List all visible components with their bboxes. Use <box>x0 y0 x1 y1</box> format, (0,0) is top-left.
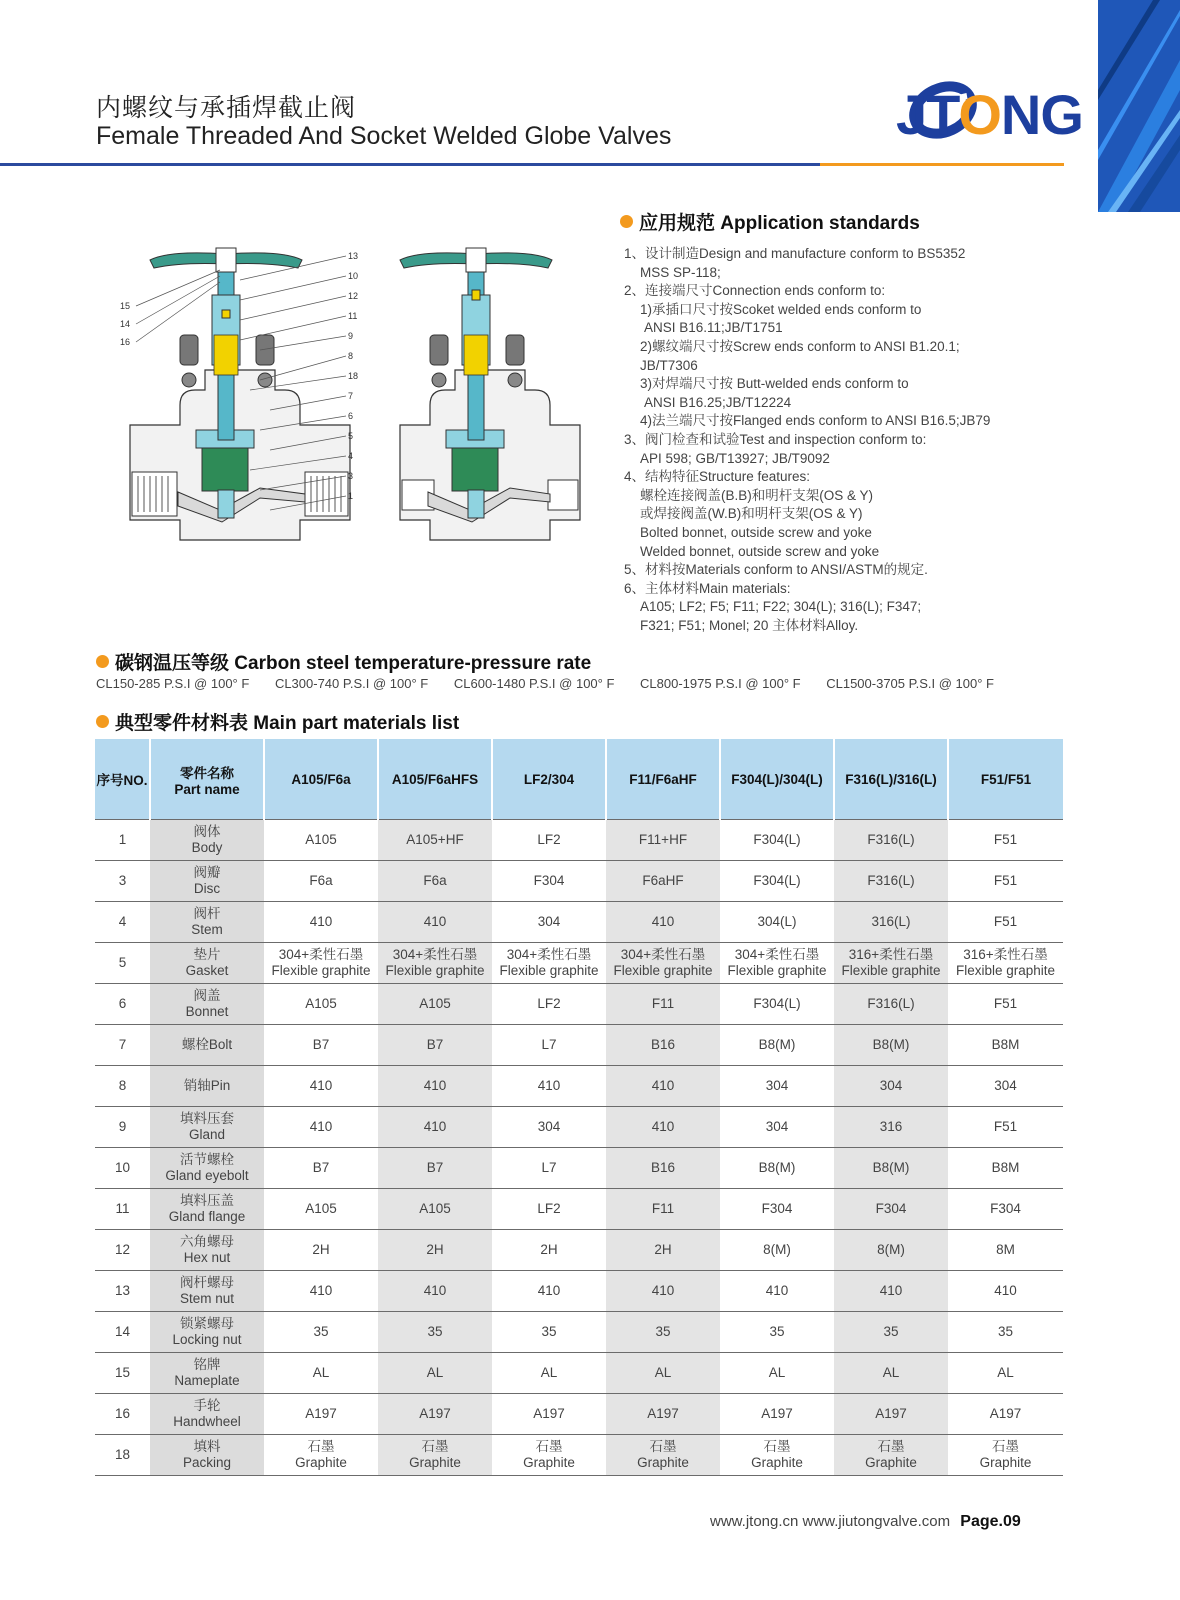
row-material-cell: B8(M) <box>834 1025 948 1066</box>
row-material-cell: 410 <box>606 1271 720 1312</box>
callout-label: 18 <box>348 371 359 381</box>
row-material-cell: 35 <box>606 1312 720 1353</box>
header-grade: F304(L)/304(L) <box>720 739 834 820</box>
standards-line: Bolted bonnet, outside screw and yoke <box>640 524 872 540</box>
row-material-cell: 石墨 Graphite <box>606 1435 720 1476</box>
row-part-name: 填料压套 Gland <box>150 1107 264 1148</box>
row-material-cell: F304 <box>948 1189 1063 1230</box>
row-material-cell: AL <box>492 1353 606 1394</box>
row-material-cell: B8(M) <box>720 1025 834 1066</box>
table-row <box>95 943 1063 984</box>
row-material-cell: 316(L) <box>834 902 948 943</box>
row-material-cell: 304 <box>492 1107 606 1148</box>
row-material-cell: B8(M) <box>834 1148 948 1189</box>
row-material-cell: B16 <box>606 1148 720 1189</box>
row-material-cell: 35 <box>948 1312 1063 1353</box>
standards-line: 5、材料按Materials conform to ANSI/ASTM的规定. <box>624 562 928 578</box>
row-material-cell: B7 <box>264 1025 378 1066</box>
row-no: 6 <box>95 984 150 1025</box>
callout-label: 12 <box>348 291 359 301</box>
row-part-name: 阀杆螺母 Stem nut <box>150 1271 264 1312</box>
table-row <box>95 1066 1063 1107</box>
table-row <box>95 1271 1063 1312</box>
page-title-cn: 内螺纹与承插焊截止阀 <box>96 94 357 122</box>
row-material-cell: A197 <box>834 1394 948 1435</box>
row-material-cell: 石墨 Graphite <box>720 1435 834 1476</box>
table-row <box>95 820 1063 861</box>
row-no: 11 <box>95 1189 150 1230</box>
standards-line: API 598; GB/T13927; JB/T9092 <box>640 450 830 466</box>
row-material-cell: F6aHF <box>606 861 720 902</box>
row-material-cell: F304(L) <box>720 984 834 1025</box>
row-part-name: 阀盖 Bonnet <box>150 984 264 1025</box>
header-grade: A105/F6a <box>264 739 378 820</box>
row-no: 4 <box>95 902 150 943</box>
row-part-name: 销轴Pin <box>150 1066 264 1107</box>
row-material-cell: 410 <box>378 1271 492 1312</box>
row-material-cell: B16 <box>606 1025 720 1066</box>
row-material-cell: 410 <box>606 1066 720 1107</box>
row-part-name: 活节螺栓 Gland eyebolt <box>150 1148 264 1189</box>
standards-list <box>624 245 1064 635</box>
row-material-cell: 石墨 Graphite <box>378 1435 492 1476</box>
row-material-cell: 304+柔性石墨 Flexible graphite <box>720 943 834 984</box>
row-no: 9 <box>95 1107 150 1148</box>
row-material-cell: A105 <box>378 1189 492 1230</box>
standards-line: Welded bonnet, outside screw and yoke <box>640 543 880 559</box>
row-no: 12 <box>95 1230 150 1271</box>
row-material-cell: F11+HF <box>606 820 720 861</box>
row-material-cell: A197 <box>720 1394 834 1435</box>
table-row <box>95 1312 1063 1353</box>
row-material-cell: 410 <box>264 1107 378 1148</box>
row-material-cell: AL <box>834 1353 948 1394</box>
row-material-cell: LF2 <box>492 820 606 861</box>
row-material-cell: 304+柔性石墨 Flexible graphite <box>378 943 492 984</box>
row-material-cell: 410 <box>606 1107 720 1148</box>
materials-table <box>95 739 1063 1476</box>
standards-line: 4、结构特征Structure features: <box>624 469 811 485</box>
callout-label: 9 <box>348 331 354 341</box>
row-material-cell: A105+HF <box>378 820 492 861</box>
row-material-cell: AL <box>948 1353 1063 1394</box>
row-material-cell: F51 <box>948 861 1063 902</box>
row-material-cell: F6a <box>264 861 378 902</box>
page-title-en: Female Threaded And Socket Welded Globe Valves <box>96 122 672 150</box>
row-material-cell: 410 <box>606 902 720 943</box>
row-material-cell: B8M <box>948 1148 1063 1189</box>
standards-line: A105; LF2; F5; F11; F22; 304(L); 316(L); F347; <box>640 599 922 615</box>
callout-label: 6 <box>348 411 354 421</box>
row-material-cell: 35 <box>378 1312 492 1353</box>
row-no: 5 <box>95 943 150 984</box>
row-part-name: 铭牌 Nameplate <box>150 1353 264 1394</box>
row-part-name: 填料压盖 Gland flange <box>150 1189 264 1230</box>
row-part-name: 六角螺母 Hex nut <box>150 1230 264 1271</box>
row-material-cell: 410 <box>264 1271 378 1312</box>
row-material-cell: F304(L) <box>720 820 834 861</box>
row-material-cell: L7 <box>492 1148 606 1189</box>
row-material-cell: F304 <box>834 1189 948 1230</box>
row-part-name: 阀体 Body <box>150 820 264 861</box>
row-no: 14 <box>95 1312 150 1353</box>
row-material-cell: F304 <box>492 861 606 902</box>
callout-label: 8 <box>348 351 354 361</box>
row-no: 13 <box>95 1271 150 1312</box>
bullet-dot-icon <box>96 715 109 728</box>
standards-line: 6、主体材料Main materials: <box>624 580 791 596</box>
table-row <box>95 984 1063 1025</box>
standards-line: 螺栓连接阀盖(B.B)和明杆支架(OS & Y) <box>640 487 874 503</box>
row-material-cell: 304+柔性石墨 Flexible graphite <box>492 943 606 984</box>
row-no: 3 <box>95 861 150 902</box>
row-material-cell: 8M <box>948 1230 1063 1271</box>
row-material-cell: 2H <box>606 1230 720 1271</box>
callout-label: 7 <box>348 391 354 401</box>
row-material-cell: F11 <box>606 984 720 1025</box>
callout-label: 1 <box>348 491 354 501</box>
row-material-cell: A105 <box>264 1189 378 1230</box>
row-material-cell: F316(L) <box>834 861 948 902</box>
row-material-cell: AL <box>378 1353 492 1394</box>
standards-line: 3)对焊端尺寸按 Butt-welded ends conform to <box>640 376 909 392</box>
row-material-cell: F6a <box>378 861 492 902</box>
row-material-cell: 35 <box>492 1312 606 1353</box>
header-grade: F11/F6aHF <box>606 739 720 820</box>
table-row <box>95 1435 1063 1476</box>
standards-line: ANSI B16.25;JB/T12224 <box>644 394 792 410</box>
row-material-cell: 35 <box>834 1312 948 1353</box>
standards-line: 3、阀门检查和试验Test and inspection conform to: <box>624 431 927 447</box>
row-material-cell: 410 <box>378 1107 492 1148</box>
table-header-row <box>95 739 1063 820</box>
row-material-cell: A197 <box>948 1394 1063 1435</box>
row-material-cell: 410 <box>264 1066 378 1107</box>
standards-line: 1、设计制造Design and manufacture conform to BS5352 <box>624 246 966 261</box>
row-no: 18 <box>95 1435 150 1476</box>
row-material-cell: 304+柔性石墨 Flexible graphite <box>606 943 720 984</box>
row-material-cell: AL <box>720 1353 834 1394</box>
row-material-cell: 410 <box>378 902 492 943</box>
row-material-cell: B7 <box>378 1148 492 1189</box>
row-material-cell: 410 <box>834 1271 948 1312</box>
rating-list <box>96 676 1096 691</box>
row-material-cell: A105 <box>264 820 378 861</box>
standards-line: 2、连接端尺寸Connection ends conform to: <box>624 283 886 299</box>
row-material-cell: 316 <box>834 1107 948 1148</box>
row-material-cell: 410 <box>492 1066 606 1107</box>
header-no: 序号NO. <box>95 739 150 820</box>
row-material-cell: B8M <box>948 1025 1063 1066</box>
callout-label: 13 <box>348 251 359 261</box>
callout-label: 5 <box>348 431 354 441</box>
row-material-cell: AL <box>264 1353 378 1394</box>
standards-heading: 应用规范 Application standards <box>620 208 920 235</box>
standards-line: JB/T7306 <box>640 357 698 373</box>
row-material-cell: F316(L) <box>834 984 948 1025</box>
standards-line: 1)承插口尺寸按Scoket welded ends conform to <box>640 301 922 317</box>
row-material-cell: 35 <box>264 1312 378 1353</box>
row-material-cell: 316+柔性石墨 Flexible graphite <box>948 943 1063 984</box>
row-material-cell: 304 <box>492 902 606 943</box>
row-material-cell: 410 <box>948 1271 1063 1312</box>
row-material-cell: 石墨 Graphite <box>834 1435 948 1476</box>
table-row <box>95 1394 1063 1435</box>
row-material-cell: 410 <box>720 1271 834 1312</box>
row-material-cell: 304 <box>720 1066 834 1107</box>
standards-line: 或焊接阀盖(W.B)和明杆支架(OS & Y) <box>640 506 863 522</box>
row-material-cell: L7 <box>492 1025 606 1066</box>
table-row <box>95 1189 1063 1230</box>
callout-label: 10 <box>348 271 359 281</box>
row-material-cell: 410 <box>378 1066 492 1107</box>
table-row <box>95 1353 1063 1394</box>
row-material-cell: LF2 <box>492 984 606 1025</box>
row-material-cell: A197 <box>606 1394 720 1435</box>
row-part-name: 螺栓Bolt <box>150 1025 264 1066</box>
row-material-cell: 2H <box>264 1230 378 1271</box>
footer-urls: www.jtong.cn www.jiutongvalve.com <box>710 1513 951 1530</box>
row-material-cell: A197 <box>492 1394 606 1435</box>
row-material-cell: 304 <box>834 1066 948 1107</box>
rating-item: CL600-1480 P.S.I @ 100° F <box>453 676 615 691</box>
row-material-cell: A105 <box>378 984 492 1025</box>
row-material-cell: A105 <box>264 984 378 1025</box>
row-material-cell: 304 <box>720 1107 834 1148</box>
row-no: 7 <box>95 1025 150 1066</box>
row-material-cell: 304 <box>948 1066 1063 1107</box>
header-grade: F316(L)/316(L) <box>834 739 948 820</box>
header-grade: LF2/304 <box>492 739 606 820</box>
row-material-cell: A197 <box>378 1394 492 1435</box>
materials-heading: 典型零件材料表 Main part materials list <box>96 708 459 735</box>
bullet-dot-icon <box>96 655 109 668</box>
row-part-name: 阀瓣 Disc <box>150 861 264 902</box>
standards-line: 4)法兰端尺寸按Flanged ends conform to ANSI B16.5;JB79 <box>640 413 991 429</box>
row-material-cell: 2H <box>378 1230 492 1271</box>
callout-label: 16 <box>120 337 131 347</box>
table-row <box>95 902 1063 943</box>
callout-label: 3 <box>348 471 354 481</box>
table-row <box>95 1107 1063 1148</box>
header-grade: F51/F51 <box>948 739 1063 820</box>
row-part-name: 垫片 Gasket <box>150 943 264 984</box>
standards-line: MSS SP-118; <box>640 264 721 280</box>
rating-heading: 碳钢温压等级 Carbon steel temperature-pressure rate <box>96 648 591 675</box>
table-row <box>95 861 1063 902</box>
row-material-cell: B7 <box>264 1148 378 1189</box>
header-part-name: 零件名称 Part name <box>150 739 264 820</box>
row-part-name: 填料 Packing <box>150 1435 264 1476</box>
rating-item: CL150-285 P.S.I @ 100° F <box>96 676 250 691</box>
rating-item: CL800-1975 P.S.I @ 100° F <box>640 676 801 691</box>
row-no: 10 <box>95 1148 150 1189</box>
row-material-cell: 410 <box>264 902 378 943</box>
row-material-cell: 石墨 Graphite <box>948 1435 1063 1476</box>
row-material-cell: 304+柔性石墨 Flexible graphite <box>264 943 378 984</box>
row-material-cell: F51 <box>948 1107 1063 1148</box>
table-row <box>95 1230 1063 1271</box>
valve-cross-section-diagram <box>110 240 590 560</box>
corner-decoration <box>1098 0 1180 212</box>
row-material-cell: B7 <box>378 1025 492 1066</box>
row-material-cell: F51 <box>948 902 1063 943</box>
row-material-cell: F51 <box>948 984 1063 1025</box>
standards-line: 2)螺纹端尺寸按Screw ends conform to ANSI B1.20.1; <box>640 338 960 354</box>
page-number: Page.09 <box>960 1513 1021 1530</box>
row-part-name: 手轮 Handwheel <box>150 1394 264 1435</box>
row-material-cell: 石墨 Graphite <box>492 1435 606 1476</box>
row-material-cell: LF2 <box>492 1189 606 1230</box>
row-material-cell: A197 <box>264 1394 378 1435</box>
row-material-cell: 8(M) <box>720 1230 834 1271</box>
row-part-name: 锁紧螺母 Locking nut <box>150 1312 264 1353</box>
row-material-cell: 304(L) <box>720 902 834 943</box>
callout-label: 14 <box>120 319 131 329</box>
brand-wordmark: JTONG <box>896 83 1083 146</box>
row-material-cell: 410 <box>492 1271 606 1312</box>
row-material-cell: F316(L) <box>834 820 948 861</box>
valve-left <box>130 248 350 540</box>
rating-item: CL1500-3705 P.S.I @ 100° F <box>826 676 994 691</box>
row-no: 8 <box>95 1066 150 1107</box>
table-row <box>95 1148 1063 1189</box>
valve-right <box>400 248 580 540</box>
callout-label: 11 <box>348 311 358 321</box>
row-material-cell: F51 <box>948 820 1063 861</box>
bullet-dot-icon <box>620 215 633 228</box>
row-part-name: 阀杆 Stem <box>150 902 264 943</box>
row-material-cell: B8(M) <box>720 1148 834 1189</box>
row-material-cell: AL <box>606 1353 720 1394</box>
row-material-cell: 8(M) <box>834 1230 948 1271</box>
row-material-cell: 35 <box>720 1312 834 1353</box>
row-no: 15 <box>95 1353 150 1394</box>
logo-underline <box>820 163 1064 166</box>
standards-line: F321; F51; Monel; 20 主体材料Alloy. <box>640 617 859 633</box>
row-material-cell: F304 <box>720 1189 834 1230</box>
table-row <box>95 1025 1063 1066</box>
callout-label: 15 <box>120 301 131 311</box>
header-grade: A105/F6aHFS <box>378 739 492 820</box>
row-material-cell: F11 <box>606 1189 720 1230</box>
row-material-cell: 石墨 Graphite <box>264 1435 378 1476</box>
standards-line: ANSI B16.11;JB/T1751 <box>644 320 783 336</box>
row-no: 1 <box>95 820 150 861</box>
row-material-cell: F304(L) <box>720 861 834 902</box>
rating-item: CL300-740 P.S.I @ 100° F <box>274 676 429 691</box>
callout-label: 4 <box>348 451 354 461</box>
row-material-cell: 316+柔性石墨 Flexible graphite <box>834 943 948 984</box>
footer <box>710 1513 1021 1531</box>
row-no: 16 <box>95 1394 150 1435</box>
row-material-cell: 2H <box>492 1230 606 1271</box>
